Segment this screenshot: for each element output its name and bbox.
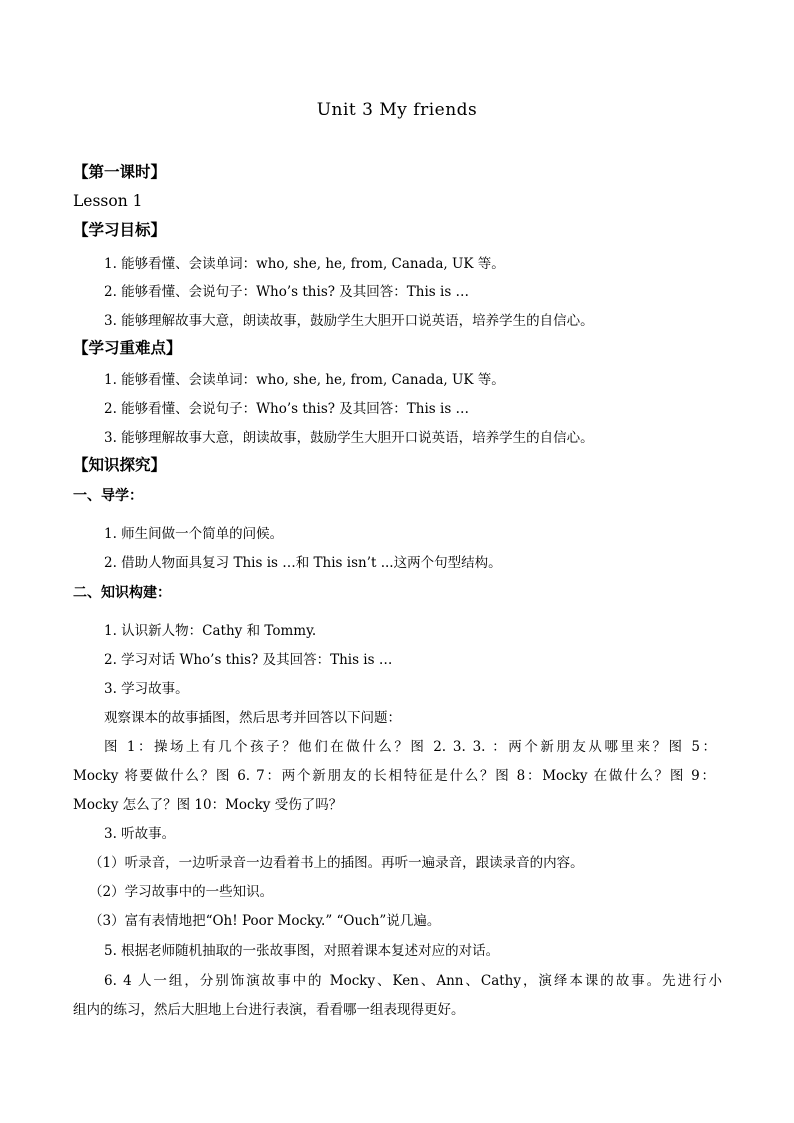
listen-item: （3）富有表情地把“Oh! Poor Mocky.” “Ouch”说几遍。 (89, 913, 441, 929)
listen-item: （2）学习故事中的一些知识。 (89, 884, 274, 900)
lesson-label: Lesson 1 (73, 192, 143, 210)
period-heading: 【第一课时】 (73, 163, 167, 181)
build-item: 1. 认识新人物：Cathy 和 Tommy. (104, 623, 317, 639)
build-heading: 二、知识构建： (73, 585, 171, 601)
build-item: 2. 学习对话 Who’s this? 及其回答：This is … (104, 652, 393, 668)
guide-item: 1. 师生间做一个简单的问候。 (104, 526, 284, 542)
listen-heading: 3. 听故事。 (104, 826, 176, 842)
page-title: Unit 3 My friends (316, 100, 478, 120)
question-line: 图 1：操场上有几个孩子？他们在做什么？图 2. 3. 3. ：两个新朋友从哪里来？图 5： (104, 739, 716, 755)
group-line: 组内的练习，然后大胆地上台进行表演，看看哪一组表现得更好。 (73, 1002, 465, 1018)
keypoint-item: 2. 能够看懂、会说句子：Who’s this? 及其回答：This is … (104, 401, 470, 417)
keypoint-item: 1. 能够看懂、会读单词：who, she, he, from, Canada, UK 等。 (104, 372, 505, 388)
objectives-heading: 【学习目标】 (73, 221, 167, 239)
guide-heading: 一、导学： (73, 488, 143, 504)
explore-heading: 【知识探究】 (73, 456, 167, 474)
observe-line: 观察课本的故事插图，然后思考并回答以下问题： (104, 710, 401, 726)
question-line: Mocky 将要做什么？图 6. 7：两个新朋友的长相特征是什么？图 8：Mocky 在做什么？图 9： (73, 768, 715, 784)
build-item: 3. 学习故事。 (104, 681, 189, 697)
objective-item: 1. 能够看懂、会读单词：who, she, he, from, Canada, UK 等。 (104, 256, 505, 272)
listen-item: （1）听录音，一边听录音一边看着书上的插图。再听一遍录音，跟读录音的内容。 (89, 855, 584, 871)
keypoints-heading: 【学习重难点】 (73, 339, 182, 357)
objective-item: 2. 能够看懂、会说句子：Who’s this? 及其回答：This is … (104, 284, 470, 300)
group-line: 6. 4 人一组，分别饰演故事中的 Mocky、Ken、Ann、Cathy，演绎本课的故事。先进行小 (104, 973, 722, 989)
question-line: Mocky 怎么了？图 10：Mocky 受伤了吗？ (73, 797, 343, 813)
objective-item: 3. 能够理解故事大意，朗读故事，鼓励学生大胆开口说英语，培养学生的自信心。 (104, 313, 594, 329)
keypoint-item: 3. 能够理解故事大意，朗读故事，鼓励学生大胆开口说英语，培养学生的自信心。 (104, 430, 594, 446)
retell-line: 5. 根据老师随机抽取的一张故事图，对照着课本复述对应的对话。 (104, 943, 500, 959)
guide-item: 2. 借助人物面具复习 This is …和 This isn’t ...这两个句型结构。 (104, 555, 502, 571)
